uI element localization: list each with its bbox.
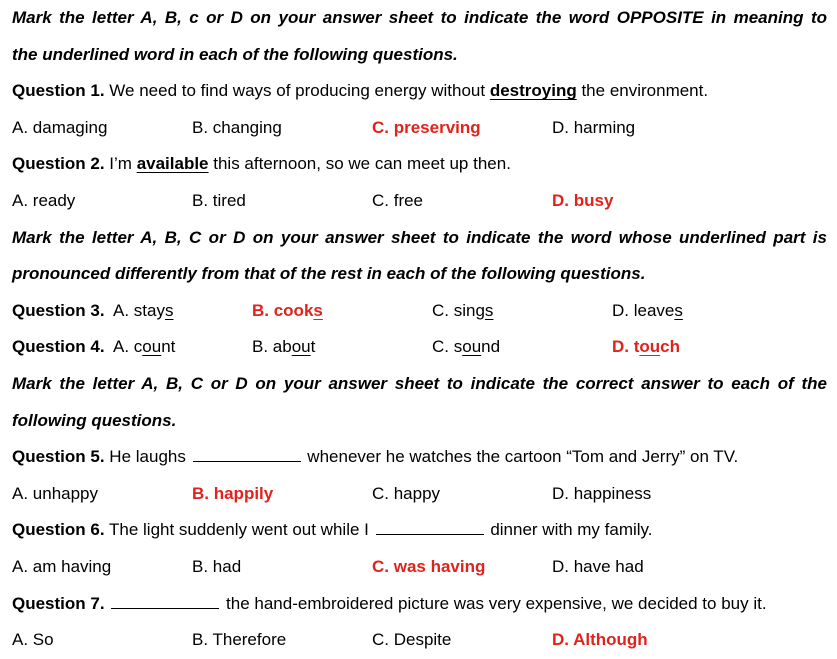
- question-3-option-a-prefix: A. stay: [113, 300, 165, 320]
- question-7-text-before: [105, 594, 110, 613]
- question-6-option-b: B. had: [192, 556, 242, 576]
- question-3-option-b: [252, 293, 323, 330]
- question-2-option-a: A. ready: [12, 190, 76, 210]
- question-4-option-c-underlined: ou: [462, 337, 482, 357]
- question-5-option-b: B. happily: [192, 483, 274, 503]
- question-1-text-before: We need to find ways of producing energy without: [104, 81, 490, 101]
- question-4-option-b-prefix: B. ab: [252, 337, 292, 357]
- question-7-option-a: A. So: [12, 630, 54, 650]
- question-4-label: Question 4.: [12, 337, 105, 357]
- question-4-option-d: [612, 329, 680, 366]
- question-3-option-b-underlined: s: [313, 300, 323, 320]
- question-5-label: Question 5.: [12, 447, 105, 467]
- question-6-label: Question 6.: [12, 520, 105, 540]
- question-4-option-b: [252, 329, 315, 366]
- instruction-opposite-line1: Mark the letter A, B, c or D on your answer sheet to indicate the word OPPOSITE in meaning to: [12, 8, 827, 27]
- question-4-option-c-suffix: nd: [481, 337, 501, 357]
- question-4-option-a: [113, 329, 175, 366]
- question-3-option-c-underlined: s: [484, 300, 494, 320]
- instruction-correct-line1: Mark the letter A, B, C or D on your answer sheet to indicate the correct answer to each of the: [12, 373, 827, 393]
- instruction-pronunciation-line1: Mark the letter A, B, C or D on your answer sheet to indicate the word whose underlined part is: [12, 227, 827, 247]
- question-6-option-c: C. was having: [372, 556, 486, 576]
- question-5-option-d: D. happiness: [552, 483, 652, 503]
- question-7-option-c: C. Despite: [372, 630, 452, 650]
- question-4-option-b-underlined: ou: [291, 337, 311, 357]
- question-1-text-after: the environment.: [576, 81, 709, 101]
- question-1-label: Question 1.: [12, 81, 105, 101]
- question-4-option-d-prefix: D. t: [612, 337, 640, 357]
- question-7-label: Question 7.: [12, 593, 105, 613]
- question-2-options: [12, 183, 827, 220]
- question-3-row: [12, 293, 827, 330]
- question-7-blank: [111, 607, 219, 609]
- question-2-stem: [12, 146, 827, 183]
- question-2-text-after: this afternoon, so we can meet up then.: [208, 154, 511, 174]
- question-4-option-c: [432, 329, 500, 366]
- question-5-option-c: C. happy: [372, 483, 441, 503]
- question-7-stem: [12, 586, 827, 623]
- question-3-option-d-prefix: D. leave: [612, 300, 675, 320]
- question-4-option-d-underlined: ou: [639, 337, 661, 357]
- question-7-option-d: D. Although: [552, 630, 648, 650]
- question-5-stem: [12, 439, 827, 476]
- instruction-pronunciation-line2: pronounced differently from that of the rest in each of the following questions.: [12, 264, 646, 284]
- question-6-option-d: D. have had: [552, 556, 644, 576]
- question-6-stem: [12, 512, 827, 549]
- question-3-label: Question 3.: [12, 300, 105, 320]
- question-5-option-a: A. unhappy: [12, 483, 99, 503]
- instruction-opposite-line2: the underlined word in each of the following questions.: [12, 44, 458, 64]
- question-2-option-d: D. busy: [552, 190, 614, 210]
- question-5-blank: [193, 460, 301, 462]
- question-1-stem: [12, 73, 827, 110]
- question-2-option-b: B. tired: [192, 190, 246, 210]
- question-2-option-c: C. free: [372, 190, 424, 210]
- question-7-options: [12, 622, 827, 659]
- question-3-option-a: [113, 293, 173, 330]
- question-3-option-c-prefix: C. sing: [432, 300, 485, 320]
- question-6-text-before: The light suddenly went out while I: [104, 520, 374, 540]
- question-3-option-d-underlined: s: [674, 300, 683, 320]
- question-4-row: [12, 329, 827, 366]
- question-6-options: [12, 549, 827, 586]
- question-4-option-a-underlined: ou: [142, 337, 162, 357]
- question-6-text-after: dinner with my family.: [485, 520, 653, 540]
- question-1-options: [12, 110, 827, 147]
- question-4-option-a-prefix: A. c: [113, 337, 143, 357]
- question-2-label: Question 2.: [12, 154, 105, 174]
- question-7-option-b: B. Therefore: [192, 630, 287, 650]
- question-6-option-a: A. am having: [12, 556, 112, 576]
- question-1-option-b: B. changing: [192, 117, 282, 137]
- instruction-correct-line2: following questions.: [12, 410, 177, 430]
- question-4-option-a-suffix: nt: [161, 337, 176, 357]
- question-4-option-b-suffix: t: [310, 337, 316, 357]
- question-1-option-a: A. damaging: [12, 117, 108, 137]
- question-3-option-b-prefix: B. cook: [252, 300, 314, 320]
- question-7-text-after: the hand-embroidered picture was very expensive, we decided to buy it.: [221, 593, 767, 613]
- question-5-text-after: whenever he watches the cartoon “Tom and Jerry” on TV.: [302, 447, 739, 467]
- question-5-options: [12, 476, 827, 513]
- question-6-blank: [376, 533, 484, 535]
- question-1-option-d: D. harming: [552, 117, 636, 137]
- question-4-option-d-suffix: ch: [660, 337, 681, 357]
- question-1-option-c: C. preserving: [372, 117, 481, 137]
- question-4-option-c-prefix: C. s: [432, 337, 463, 357]
- question-5-text-before: He laughs: [104, 447, 191, 467]
- question-3-option-d: [612, 293, 683, 330]
- question-2-underlined-word: available: [136, 154, 209, 174]
- question-3-option-c: [432, 293, 493, 330]
- question-3-option-a-underlined: s: [164, 300, 174, 320]
- question-2-text-before: I’m: [104, 154, 137, 174]
- question-1-underlined-word: destroying: [489, 81, 577, 101]
